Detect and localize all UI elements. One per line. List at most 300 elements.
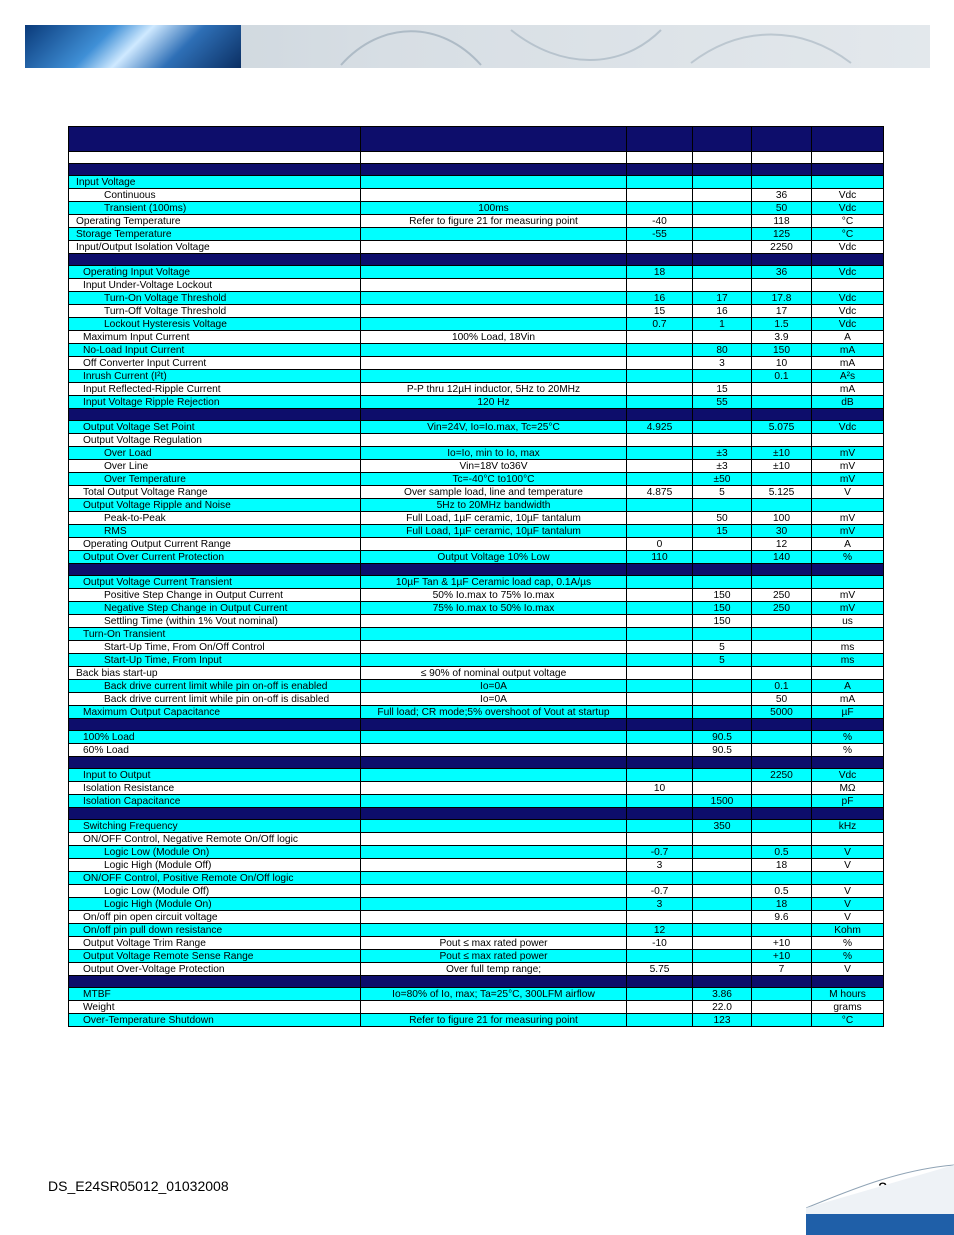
parameter-cell: Turn-On Transient [69,628,361,641]
condition-cell [361,176,627,189]
value-cell [627,693,693,706]
parameter-cell [69,254,361,266]
condition-cell [361,719,627,731]
value-cell [693,628,752,641]
value-cell: mV [812,602,884,615]
value-cell [752,499,812,512]
value-cell: Vdc [812,318,884,331]
value-cell: 0.5 [752,885,812,898]
table-row [69,911,884,924]
condition-cell [361,628,627,641]
value-cell: °C [812,215,884,228]
parameter-cell [69,808,361,820]
parameter-cell: Output Voltage Set Point [69,421,361,434]
value-cell [627,473,693,486]
value-cell [627,1001,693,1014]
table-row [69,152,884,164]
parameter-cell: RMS [69,525,361,538]
condition-cell [361,731,627,744]
value-cell [812,499,884,512]
value-cell [752,434,812,447]
value-cell: 80 [693,344,752,357]
value-cell [812,719,884,731]
value-cell: 36 [752,189,812,202]
parameter-cell: Input Voltage Ripple Rejection [69,396,361,409]
header-banner [25,25,930,68]
value-cell: 350 [693,820,752,833]
condition-cell: Full load; CR mode;5% overshoot of Vout at startup [361,706,627,719]
value-cell: 17 [752,305,812,318]
value-cell: 1 [693,318,752,331]
value-cell: ±50 [693,473,752,486]
table-row [69,447,884,460]
table-row [69,228,884,241]
table-header-row [69,127,884,152]
condition-cell: Pout ≤ max rated power [361,950,627,963]
condition-cell [361,189,627,202]
table-row [69,872,884,885]
value-cell [627,279,693,292]
parameter-cell: Input/Output Isolation Voltage [69,241,361,254]
value-cell [752,396,812,409]
value-cell: 5 [693,486,752,499]
value-cell [812,808,884,820]
table-row [69,266,884,279]
value-cell [693,434,752,447]
value-cell [627,976,693,988]
condition-cell [361,846,627,859]
value-cell: Vdc [812,292,884,305]
value-cell: 0.5 [752,846,812,859]
value-cell [627,241,693,254]
section-header-row [69,719,884,731]
value-cell: mV [812,460,884,473]
value-cell: 3.86 [693,988,752,1001]
condition-cell [361,924,627,937]
parameter-cell: Logic Low (Module Off) [69,885,361,898]
value-cell [752,820,812,833]
parameter-cell: Peak-to-Peak [69,512,361,525]
value-cell [752,833,812,846]
value-cell [693,331,752,344]
condition-cell [361,833,627,846]
parameter-cell: Output Voltage Regulation [69,434,361,447]
value-cell: Vdc [812,305,884,318]
value-cell [627,808,693,820]
value-cell [627,344,693,357]
value-cell [752,757,812,769]
value-cell [693,911,752,924]
table-row [69,512,884,525]
value-cell: 36 [752,266,812,279]
parameter-cell: Start-Up Time, From On/Off Control [69,641,361,654]
value-cell [693,189,752,202]
value-cell [693,176,752,189]
condition-cell [361,434,627,447]
table-row [69,421,884,434]
condition-cell [361,370,627,383]
value-cell [627,589,693,602]
value-cell: 110 [627,551,693,564]
value-cell: 0.7 [627,318,693,331]
condition-cell: 75% Io.max to 50% Io.max [361,602,627,615]
value-cell [627,409,693,421]
table-row [69,189,884,202]
parameter-cell: Output Voltage Ripple and Noise [69,499,361,512]
value-cell: % [812,551,884,564]
table-row [69,279,884,292]
table-row [69,680,884,693]
value-cell [812,576,884,589]
table-row [69,988,884,1001]
table-row [69,1014,884,1027]
table-row [69,460,884,473]
condition-cell [361,152,627,164]
table-row [69,473,884,486]
value-cell: -55 [627,228,693,241]
condition-cell [361,757,627,769]
value-cell [752,383,812,396]
condition-cell [361,318,627,331]
value-cell [627,654,693,667]
condition-cell [361,872,627,885]
value-cell: 18 [752,859,812,872]
parameter-cell: Maximum Input Current [69,331,361,344]
value-cell: mV [812,525,884,538]
parameter-cell: Over-Temperature Shutdown [69,1014,361,1027]
parameter-cell: Storage Temperature [69,228,361,241]
table-row [69,859,884,872]
value-cell [627,127,693,152]
value-cell: 16 [627,292,693,305]
condition-cell [361,1001,627,1014]
table-row [69,434,884,447]
value-cell [627,744,693,757]
value-cell [812,667,884,680]
value-cell [752,808,812,820]
parameter-cell: No-Load Input Current [69,344,361,357]
value-cell [627,164,693,176]
value-cell: 15 [693,525,752,538]
value-cell [627,357,693,370]
value-cell [627,820,693,833]
value-cell [752,176,812,189]
value-cell [627,525,693,538]
value-cell: grams [812,1001,884,1014]
banner-photo [25,25,241,68]
table-row [69,1001,884,1014]
value-cell: dB [812,396,884,409]
value-cell: mV [812,447,884,460]
parameter-cell: On/off pin pull down resistance [69,924,361,937]
parameter-cell [69,719,361,731]
table-row [69,202,884,215]
value-cell [627,719,693,731]
parameter-cell: Switching Frequency [69,820,361,833]
value-cell [627,176,693,189]
condition-cell [361,744,627,757]
parameter-cell: Total Output Voltage Range [69,486,361,499]
parameter-cell: Back drive current limit while pin on-off is disabled [69,693,361,706]
value-cell [752,731,812,744]
value-cell: 3.9 [752,331,812,344]
value-cell [693,872,752,885]
table-row [69,499,884,512]
condition-cell: 50% Io.max to 75% Io.max [361,589,627,602]
value-cell [752,576,812,589]
value-cell [627,499,693,512]
table-row [69,344,884,357]
parameter-cell: Weight [69,1001,361,1014]
value-cell: 9.6 [752,911,812,924]
value-cell: V [812,486,884,499]
table-row [69,486,884,499]
value-cell [752,924,812,937]
parameter-cell: Input to Output [69,769,361,782]
value-cell [752,127,812,152]
value-cell: 50 [693,512,752,525]
parameter-cell: Transient (100ms) [69,202,361,215]
table-row [69,525,884,538]
value-cell [693,254,752,266]
value-cell [627,731,693,744]
value-cell: 18 [627,266,693,279]
table-row [69,551,884,564]
value-cell [627,202,693,215]
table-row [69,885,884,898]
table-row [69,383,884,396]
table-row [69,602,884,615]
value-cell [812,279,884,292]
table-row [69,357,884,370]
value-cell: 3 [693,357,752,370]
value-cell [752,473,812,486]
value-cell: ±10 [752,447,812,460]
table-row [69,782,884,795]
value-cell [752,409,812,421]
table-row [69,370,884,383]
table-row [69,706,884,719]
value-cell: 0.1 [752,370,812,383]
value-cell [693,782,752,795]
value-cell [752,872,812,885]
condition-cell [361,820,627,833]
condition-cell: ≤ 90% of nominal output voltage [361,667,627,680]
table-row [69,820,884,833]
value-cell: V [812,859,884,872]
parameter-cell: Start-Up Time, From Input [69,654,361,667]
value-cell [693,859,752,872]
section-header-row [69,564,884,576]
value-cell: 7 [752,963,812,976]
table-row [69,654,884,667]
value-cell [693,576,752,589]
value-cell [812,628,884,641]
table-row [69,693,884,706]
value-cell: Vdc [812,189,884,202]
value-cell: 55 [693,396,752,409]
value-cell: 50 [752,202,812,215]
value-cell [693,215,752,228]
value-cell [627,641,693,654]
value-cell: V [812,898,884,911]
value-cell: V [812,885,884,898]
value-cell: 16 [693,305,752,318]
parameter-cell: Logic High (Module On) [69,898,361,911]
condition-cell: Output Voltage 10% Low [361,551,627,564]
condition-cell [361,409,627,421]
value-cell [812,976,884,988]
condition-cell [361,911,627,924]
table-row [69,215,884,228]
condition-cell [361,228,627,241]
specifications-table [68,126,884,1027]
value-cell: 250 [752,589,812,602]
table-row [69,744,884,757]
value-cell: 250 [752,602,812,615]
condition-cell [361,344,627,357]
value-cell [752,719,812,731]
value-cell [812,757,884,769]
section-header-row [69,254,884,266]
value-cell [812,164,884,176]
condition-cell: Tc=-40°C to100°C [361,473,627,486]
value-cell: 4.925 [627,421,693,434]
table-row [69,795,884,808]
value-cell [812,409,884,421]
condition-cell: 100% Load, 18Vin [361,331,627,344]
value-cell [693,976,752,988]
condition-cell [361,164,627,176]
value-cell: 2250 [752,241,812,254]
value-cell [693,164,752,176]
value-cell [693,693,752,706]
value-cell: us [812,615,884,628]
condition-cell: Io=Io, min to Io, max [361,447,627,460]
value-cell: 15 [693,383,752,396]
value-cell: 100 [752,512,812,525]
parameter-cell: Positive Step Change in Output Current [69,589,361,602]
value-cell [693,937,752,950]
value-cell: µF [812,706,884,719]
parameter-cell: Over Temperature [69,473,361,486]
section-header-row [69,409,884,421]
value-cell [693,963,752,976]
value-cell: ±3 [693,460,752,473]
table-row [69,538,884,551]
value-cell: -0.7 [627,846,693,859]
value-cell [627,769,693,782]
value-cell: % [812,937,884,950]
condition-cell: Io=80% of Io, max; Ta=25°C, 300LFM airflow [361,988,627,1001]
parameter-cell: Operating Output Current Range [69,538,361,551]
value-cell: 1.5 [752,318,812,331]
parameter-cell: Back bias start-up [69,667,361,680]
value-cell [693,667,752,680]
parameter-cell: ON/OFF Control, Positive Remote On/Off logic [69,872,361,885]
value-cell: V [812,846,884,859]
value-cell [627,512,693,525]
condition-cell [361,266,627,279]
condition-cell: Io=0A [361,693,627,706]
value-cell: % [812,744,884,757]
parameter-cell: 60% Load [69,744,361,757]
condition-cell: 120 Hz [361,396,627,409]
value-cell: 30 [752,525,812,538]
parameter-cell: Operating Input Voltage [69,266,361,279]
condition-cell: Vin=18V to36V [361,460,627,473]
value-cell: Vdc [812,202,884,215]
value-cell: 1500 [693,795,752,808]
value-cell [752,564,812,576]
condition-cell: 10µF Tan & 1µF Ceramic load cap, 0.1A/µs [361,576,627,589]
value-cell [693,266,752,279]
value-cell [627,988,693,1001]
table-row [69,589,884,602]
value-cell: ±10 [752,460,812,473]
value-cell: 5 [693,641,752,654]
section-header-row [69,808,884,820]
value-cell: mV [812,589,884,602]
value-cell: 4.875 [627,486,693,499]
value-cell [752,164,812,176]
value-cell [627,434,693,447]
value-cell: +10 [752,937,812,950]
value-cell: 12 [752,538,812,551]
parameter-cell: Turn-Off Voltage Threshold [69,305,361,318]
value-cell [627,950,693,963]
value-cell [627,447,693,460]
value-cell: °C [812,228,884,241]
value-cell [812,434,884,447]
table-row [69,396,884,409]
value-cell: mA [812,693,884,706]
section-header-row [69,164,884,176]
table-row [69,898,884,911]
value-cell [693,202,752,215]
table-row [69,641,884,654]
table-row [69,318,884,331]
value-cell [752,279,812,292]
parameter-cell [69,564,361,576]
value-cell: 5.75 [627,963,693,976]
value-cell [627,152,693,164]
table-row [69,833,884,846]
value-cell: mV [812,473,884,486]
value-cell [627,564,693,576]
value-cell [627,383,693,396]
value-cell: 22.0 [693,1001,752,1014]
corner-graphic [806,1162,954,1235]
value-cell [627,833,693,846]
value-cell [693,706,752,719]
value-cell: 125 [752,228,812,241]
condition-cell [361,538,627,551]
condition-cell: 5Hz to 20MHz bandwidth [361,499,627,512]
parameter-cell: Input Under-Voltage Lockout [69,279,361,292]
value-cell [752,254,812,266]
parameter-cell [69,164,361,176]
condition-cell: Over sample load, line and temperature [361,486,627,499]
table-row [69,241,884,254]
value-cell: ms [812,654,884,667]
value-cell: ms [812,641,884,654]
parameter-cell: Logic Low (Module On) [69,846,361,859]
value-cell [627,602,693,615]
parameter-cell: Output Voltage Trim Range [69,937,361,950]
parameter-cell: Output Voltage Remote Sense Range [69,950,361,963]
value-cell [627,667,693,680]
